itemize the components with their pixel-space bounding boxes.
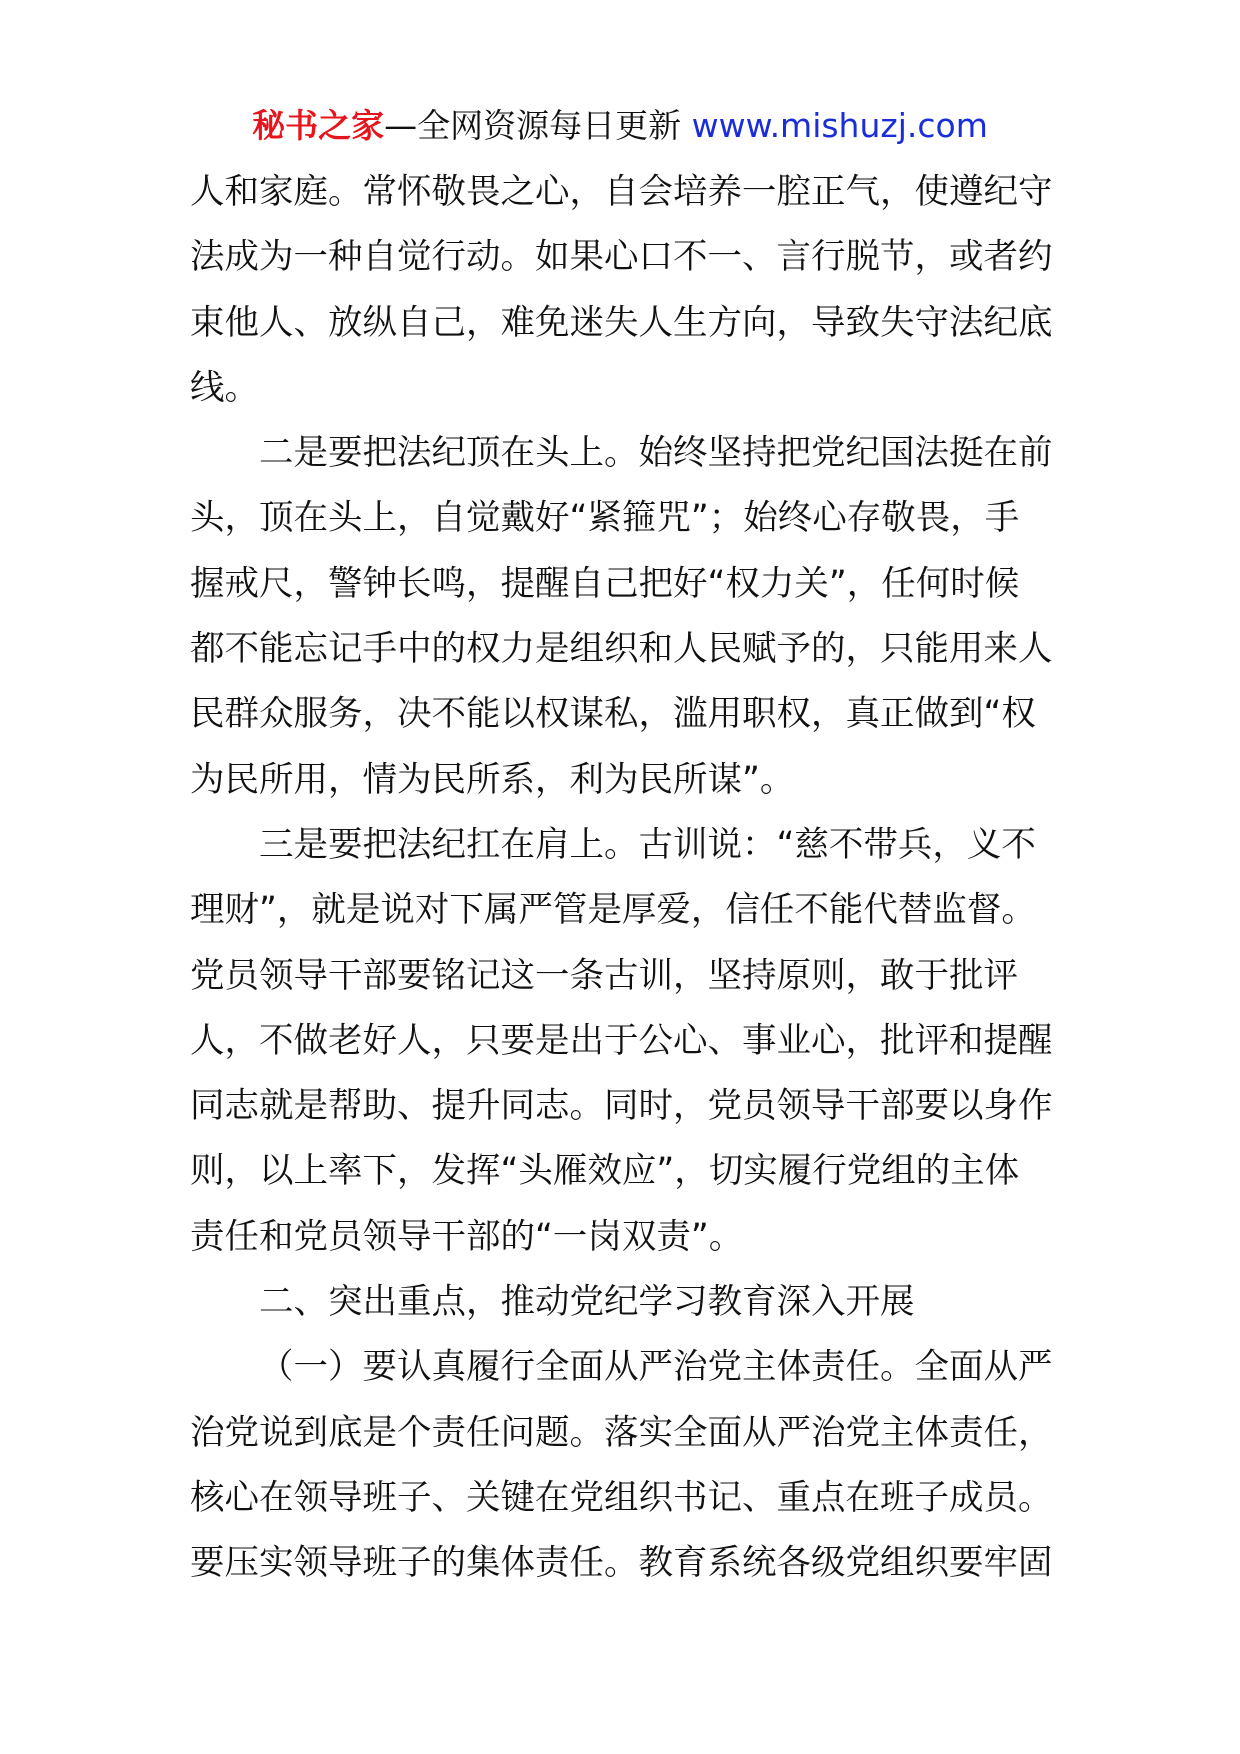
text-line: 头，顶在头上，自觉戴好“紧箍咒”；始终心存敬畏，手 [190, 498, 1020, 539]
header-url-link[interactable]: www.mishuzj.com [691, 106, 988, 145]
text-line: 法成为一种自觉行动。如果心口不一、言行脱节，或者约 [190, 237, 1053, 278]
document-body [190, 160, 1060, 1597]
text-line: 都不能忘记手中的权力是组织和人民赋予的，只能用来人 [190, 629, 1053, 670]
text-line: 线。 [190, 367, 259, 408]
text-line: （一）要认真履行全面从严治党主体责任。全面从严 [259, 1347, 1053, 1388]
text-line: 理财”，就是说对下属严管是厚爱，信任不能代替监督。 [190, 890, 1036, 931]
text-line: 二是要把法纪顶在头上。始终坚持把党纪国法挺在前 [259, 433, 1053, 474]
text-line: 人，不做老好人，只要是出于公心、事业心，批评和提醒 [190, 1020, 1053, 1061]
text-line: 责任和党员领导干部的“一岗双责”。 [190, 1216, 744, 1257]
page-header [0, 104, 1240, 148]
text-line: 三是要把法纪扛在肩上。古训说：“慈不带兵，义不 [259, 824, 1036, 865]
text-line: 核心在领导班子、关键在党组织书记、重点在班子成员。 [190, 1477, 1053, 1518]
text-line: 党员领导干部要铭记这一条古训，坚持原则，敢于批评 [190, 955, 1018, 996]
text-line: 治党说到底是个责任问题。落实全面从严治党主体责任， [190, 1412, 1053, 1453]
text-line: 民群众服务，决不能以权谋私，滥用职权，真正做到“权 [190, 694, 1036, 735]
header-tagline: —全网资源每日更新 [384, 106, 692, 145]
text-line: 握戒尺，警钟长鸣，提醒自己把好“权力关”，任何时候 [190, 563, 1020, 604]
text-line: 束他人、放纵自己，难免迷失人生方向，导致失守法纪底 [190, 302, 1053, 343]
header-brand: 秘书之家 [252, 106, 385, 145]
text-line: 为民所用，情为民所系，利为民所谋”。 [190, 759, 795, 800]
text-line: 要压实领导班子的集体责任。教育系统各级党组织要牢固 [190, 1543, 1053, 1584]
text-line: 人和家庭。常怀敬畏之心，自会培养一腔正气，使遵纪守 [190, 172, 1053, 212]
text-line: 二、突出重点，推动党纪学习教育深入开展 [259, 1282, 915, 1323]
text-line: 则，以上率下，发挥“头雁效应”，切实履行党组的主体 [190, 1151, 1020, 1192]
text-line: 同志就是帮助、提升同志。同时，党员领导干部要以身作 [190, 1086, 1053, 1127]
